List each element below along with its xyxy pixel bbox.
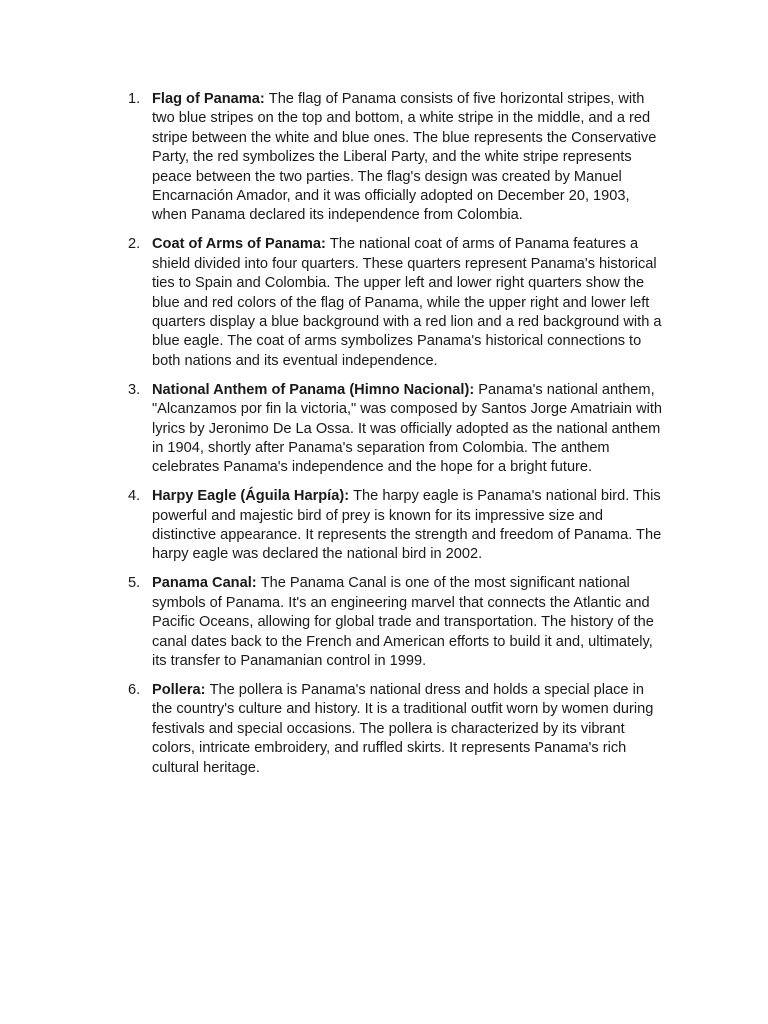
list-item [126,487,666,565]
list-item-title: National Anthem of Panama (Himno Nacional): [152,381,479,398]
list-item-text: Panama's national anthem, "Alcanzamos por fin la victoria," was composed by Santos Jorge Amatriain with lyrics by Jeronimo De La Ossa. It was officially adopted as the national anthem in 1904, shortly after Panama's separation from Colombia. The anthem celebrates Panama's independence and the hope for a bright future. [152,381,663,476]
list-item [126,235,666,371]
list-item-title: Coat of Arms of Panama: [152,236,330,253]
list-item-title: Harpy Eagle (Águila Harpía): [152,488,354,505]
list-item-number: 6. [128,681,141,698]
list-item-text: The flag of Panama consists of five horizontal stripes, with two blue stripes on the top and bottom, a white stripe in the middle, and a red stripe between the white and blue ones. The blue represents the Conservative Party, the red symbolizes the Liberal Party, and the white stripe represents peace between the two parties. The flag's design was created by Manuel Encarnación Amador, and it was officially adopted on December 20, 1903, when Panama declared its independence from Colombia. [152,91,657,224]
list-item-title: Panama Canal: [152,575,261,592]
list-item-number: 4. [128,488,141,505]
list-item-number: 2. [128,236,141,253]
list-item-text: The national coat of arms of Panama features a shield divided into four quarters. These quarters represent Panama's historical ties to Spain and Colombia. The upper left and lower right quarters show the blue and red colors of the flag of Panama, while the upper right and lower left quarters display a blue background with a red lion and a red background with a blue eagle. The coat of arms symbolizes Panama's historical connections to both nations and its eventual independence. [152,236,662,369]
list-item [126,90,666,226]
list-item-number: 3. [128,381,141,398]
list-item [126,574,666,671]
list-item-number: 5. [128,575,141,592]
list-item-title: Flag of Panama: [152,91,269,107]
list-item-text: The harpy eagle is Panama's national bird. This powerful and majestic bird of prey is known for its impressive size and distinctive appearance. It represents the strength and freedom of Panama. The harpy eagle was declared the national bird in 2002. [152,488,662,563]
list-item [126,681,666,778]
list-item [126,381,666,478]
list-item-text: The Panama Canal is one of the most significant national symbols of Panama. It's an engineering marvel that connects the Atlantic and Pacific Oceans, allowing for global trade and transportation. The history of the canal dates back to the French and American efforts to build it and, ultimately, its transfer to Panamanian control in 1999. [152,575,654,669]
symbols-list [126,90,666,787]
list-item-number: 1. [128,91,141,107]
list-item-title: Pollera: [152,681,210,698]
list-item-text: The pollera is Panama's national dress and holds a special place in the country's culture and history. It is a traditional outfit worn by women during festivals and special occasions. The pollera is characterized by its vibrant colors, intricate embroidery, and ruffled skirts. It represents Panama's rich cultural heritage. [152,681,654,776]
